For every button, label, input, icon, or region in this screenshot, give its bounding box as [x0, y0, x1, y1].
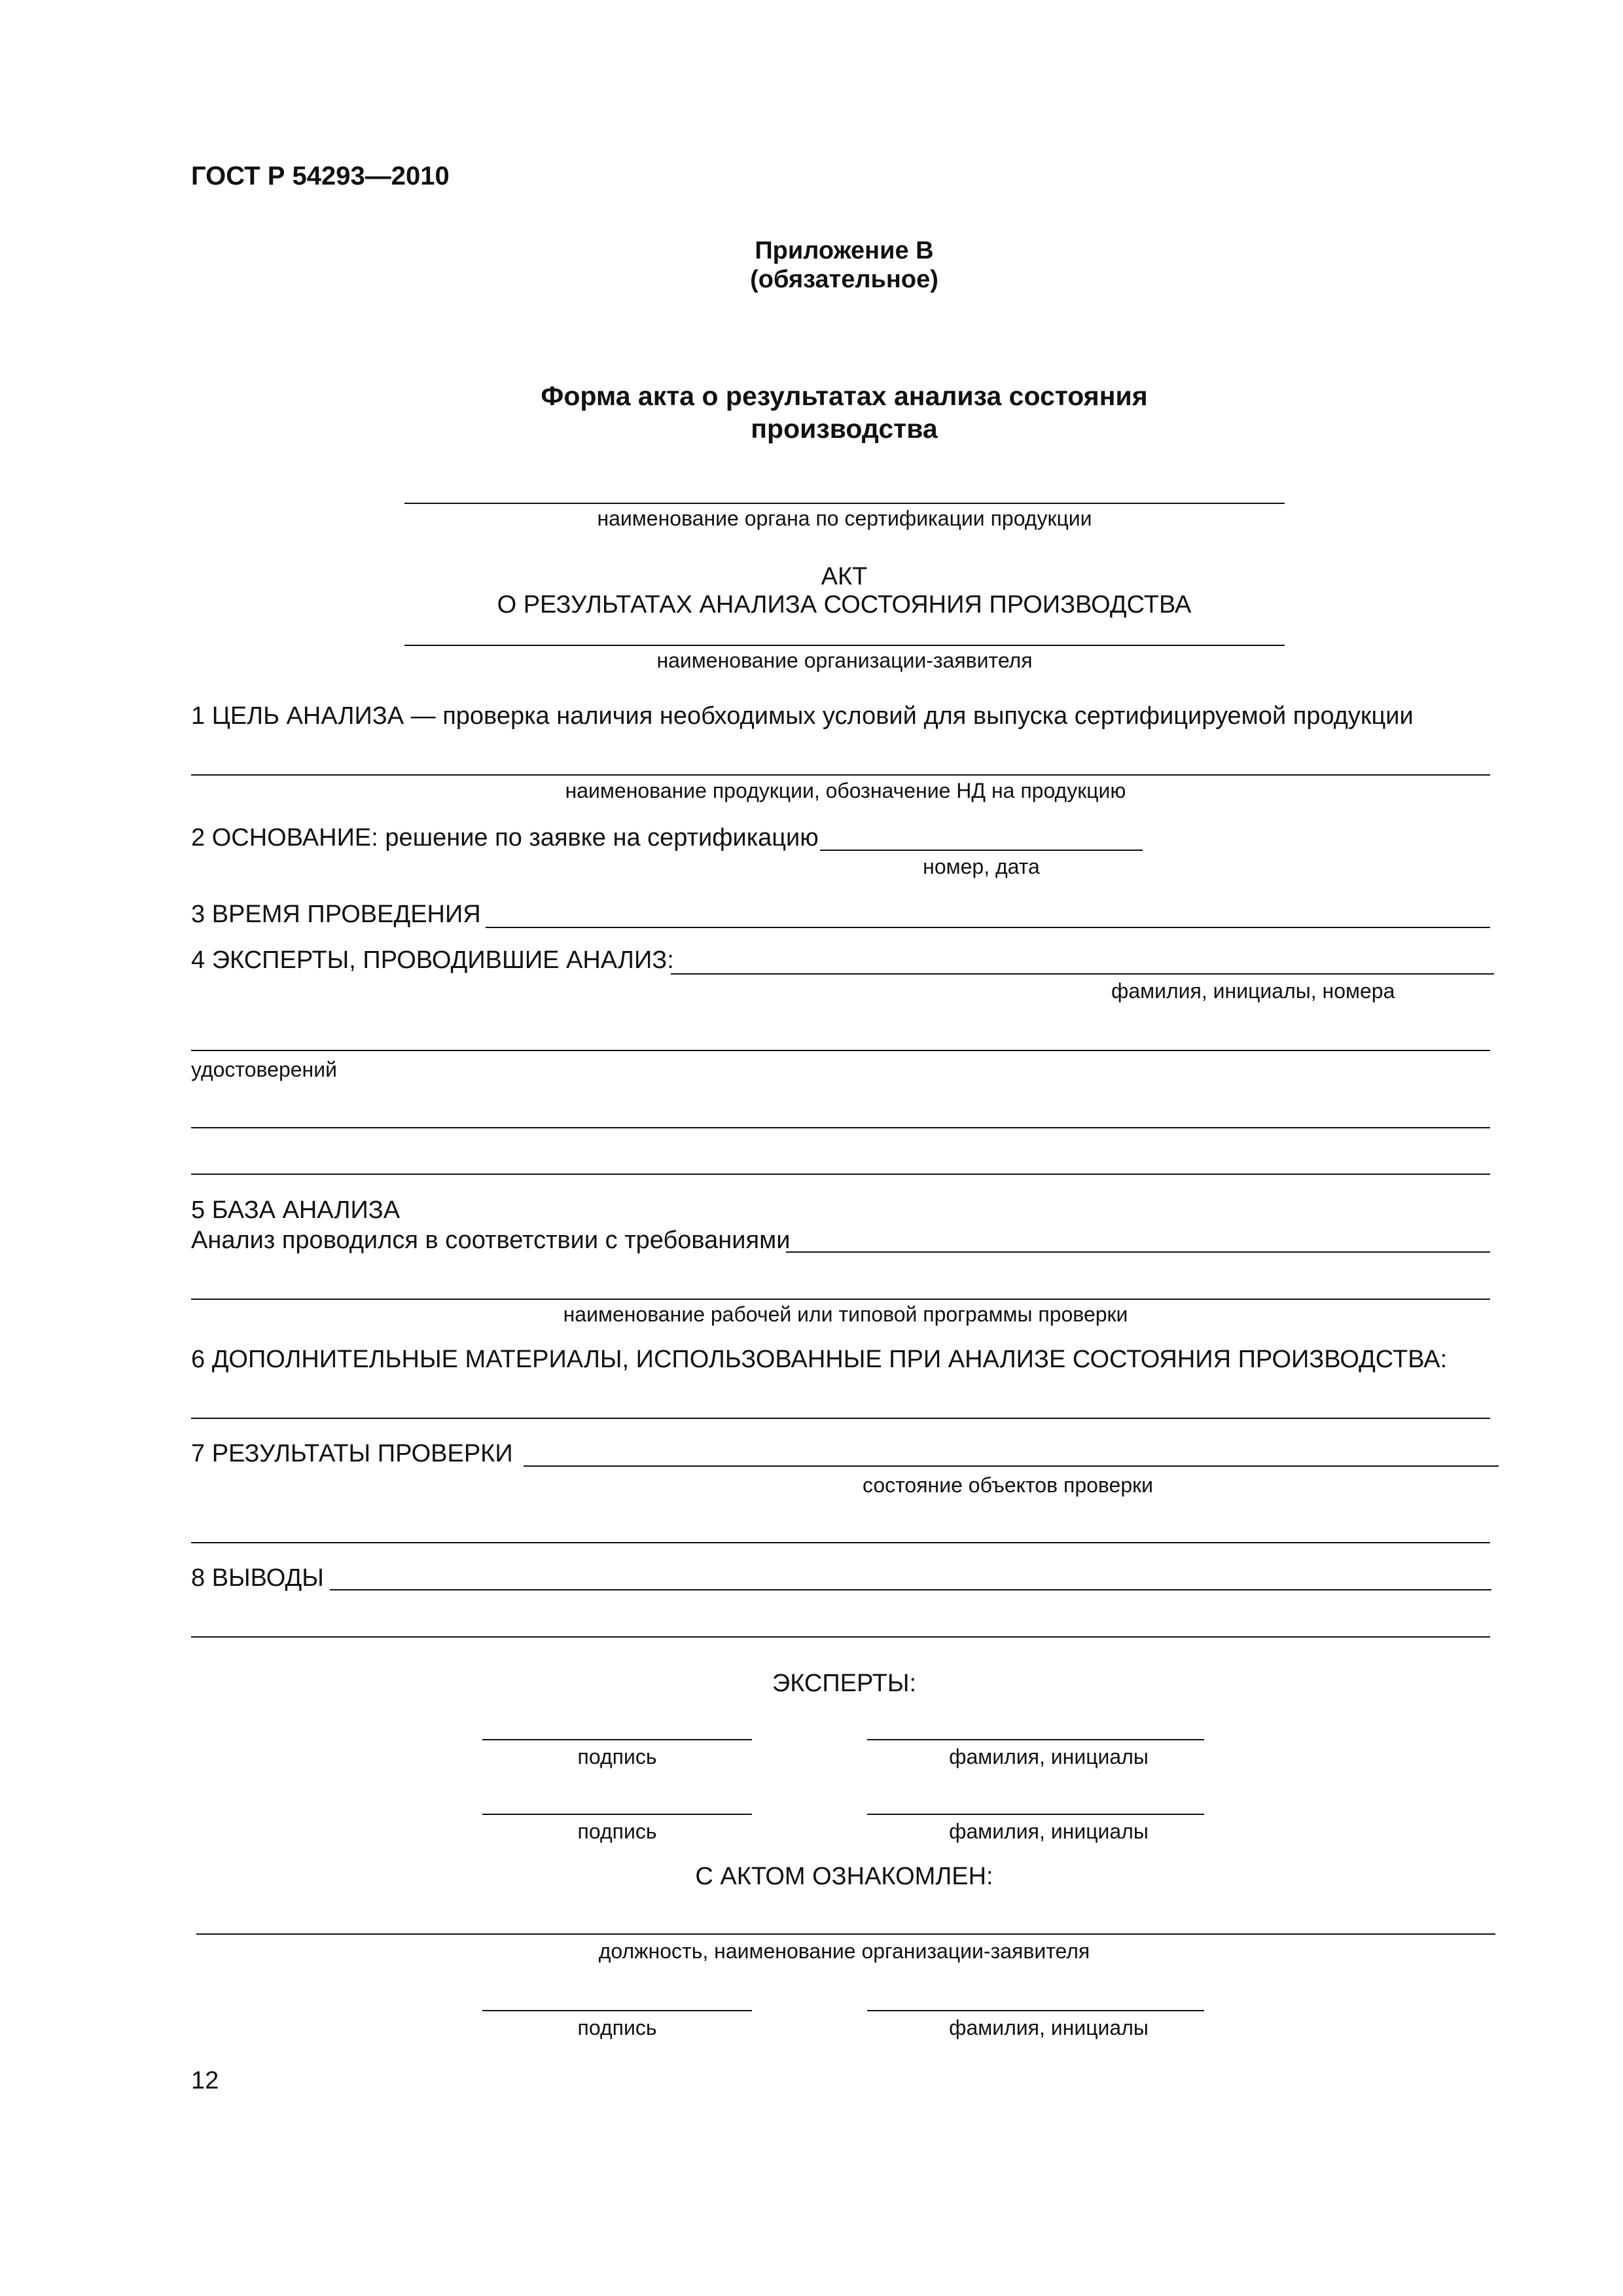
name-field-1[interactable]	[867, 1739, 1204, 1740]
section-4-label: 4 ЭКСПЕРТЫ, ПРОВОДИВШИЕ АНАЛИЗ:	[191, 946, 674, 974]
name-field-3[interactable]	[867, 2010, 1204, 2011]
acquainted-label: С АКТОМ ОЗНАКОМЛЕН:	[695, 1863, 993, 1890]
conclusions-field-2[interactable]	[191, 1636, 1490, 1638]
results-field[interactable]	[524, 1465, 1499, 1467]
section-6-label: 6 ДОПОЛНИТЕЛЬНЫЕ МАТЕРИАЛЫ, ИСПОЛЬЗОВАННЫЕ ПРИ АНАЛИЗЕ СОСТОЯНИЯ ПРОИЗВОДСТВА:	[191, 1346, 1448, 1373]
position-org-caption: должность, наименование организации-заявителя	[598, 1939, 1090, 1963]
product-field[interactable]	[191, 774, 1490, 776]
standard-header: ГОСТ Р 54293—2010	[191, 162, 450, 190]
appendix-subtitle: (обязательное)	[750, 266, 938, 293]
materials-field[interactable]	[191, 1418, 1490, 1419]
section-3-label: 3 ВРЕМЯ ПРОВЕДЕНИЯ	[191, 901, 481, 928]
applicant-field[interactable]	[404, 645, 1285, 646]
certificates-caption: удостоверений	[191, 1058, 337, 1081]
position-org-field[interactable]	[196, 1933, 1495, 1935]
conclusions-field[interactable]	[330, 1589, 1491, 1590]
signature-caption-2: подпись	[577, 1820, 657, 1843]
signature-field-3[interactable]	[482, 2010, 752, 2011]
applicant-caption: наименование организации-заявителя	[656, 649, 1033, 672]
section-5-title: 5 БАЗА АНАЛИЗА	[191, 1196, 401, 1224]
section-8-label: 8 ВЫВОДЫ	[191, 1564, 324, 1592]
experts-names-caption: фамилия, инициалы, номера	[1111, 979, 1395, 1003]
act-title: АКТ	[821, 563, 868, 590]
appendix-title: Приложение В	[755, 237, 934, 264]
signature-field-1[interactable]	[482, 1739, 752, 1740]
objects-state-caption: состояние объектов проверки	[862, 1473, 1154, 1497]
program-caption: наименование рабочей или типовой программы проверки	[563, 1302, 1128, 1326]
act-subtitle: О РЕЗУЛЬТАТАХ АНАЛИЗА СОСТОЯНИЯ ПРОИЗВОДСТВА	[497, 591, 1192, 619]
cert-body-field[interactable]	[404, 503, 1285, 504]
experts-field-3[interactable]	[191, 1127, 1490, 1128]
experts-field-4[interactable]	[191, 1174, 1490, 1175]
experts-field-2[interactable]	[191, 1050, 1490, 1051]
time-field[interactable]	[486, 927, 1490, 928]
section-2-label: 2 ОСНОВАНИЕ: решение по заявке на сертификацию	[191, 824, 819, 852]
name-caption-2: фамилия, инициалы	[949, 1820, 1149, 1843]
results-field-2[interactable]	[191, 1542, 1490, 1543]
product-caption: наименование продукции, обозначение НД на продукцию	[565, 779, 1126, 802]
number-date-caption: номер, дата	[923, 855, 1040, 878]
signature-field-2[interactable]	[482, 1814, 752, 1815]
name-caption-3: фамилия, инициалы	[949, 2016, 1149, 2039]
signature-caption-3: подпись	[577, 2016, 657, 2039]
page-number: 12	[191, 2067, 219, 2094]
experts-signatures-label: ЭКСПЕРТЫ:	[772, 1670, 917, 1697]
signature-caption-1: подпись	[577, 1745, 657, 1768]
program-field[interactable]	[191, 1299, 1490, 1300]
section-7-label: 7 РЕЗУЛЬТАТЫ ПРОВЕРКИ	[191, 1440, 513, 1467]
form-title-line2: производства	[751, 414, 938, 444]
name-field-2[interactable]	[867, 1814, 1204, 1815]
application-number-field[interactable]	[820, 850, 1143, 851]
cert-body-caption: наименование органа по сертификации продукции	[597, 507, 1092, 530]
experts-field[interactable]	[671, 973, 1494, 975]
requirements-field[interactable]	[786, 1251, 1490, 1253]
form-title-line1: Форма акта о результатах анализа состояния	[541, 381, 1148, 411]
section-5-text: Анализ проводился в соответствии с требованиями	[191, 1227, 791, 1254]
section-1-label: 1 ЦЕЛЬ АНАЛИЗА — проверка наличия необходимых условий для выпуска сертифицируемой продукции	[191, 702, 1414, 730]
name-caption-1: фамилия, инициалы	[949, 1745, 1149, 1768]
